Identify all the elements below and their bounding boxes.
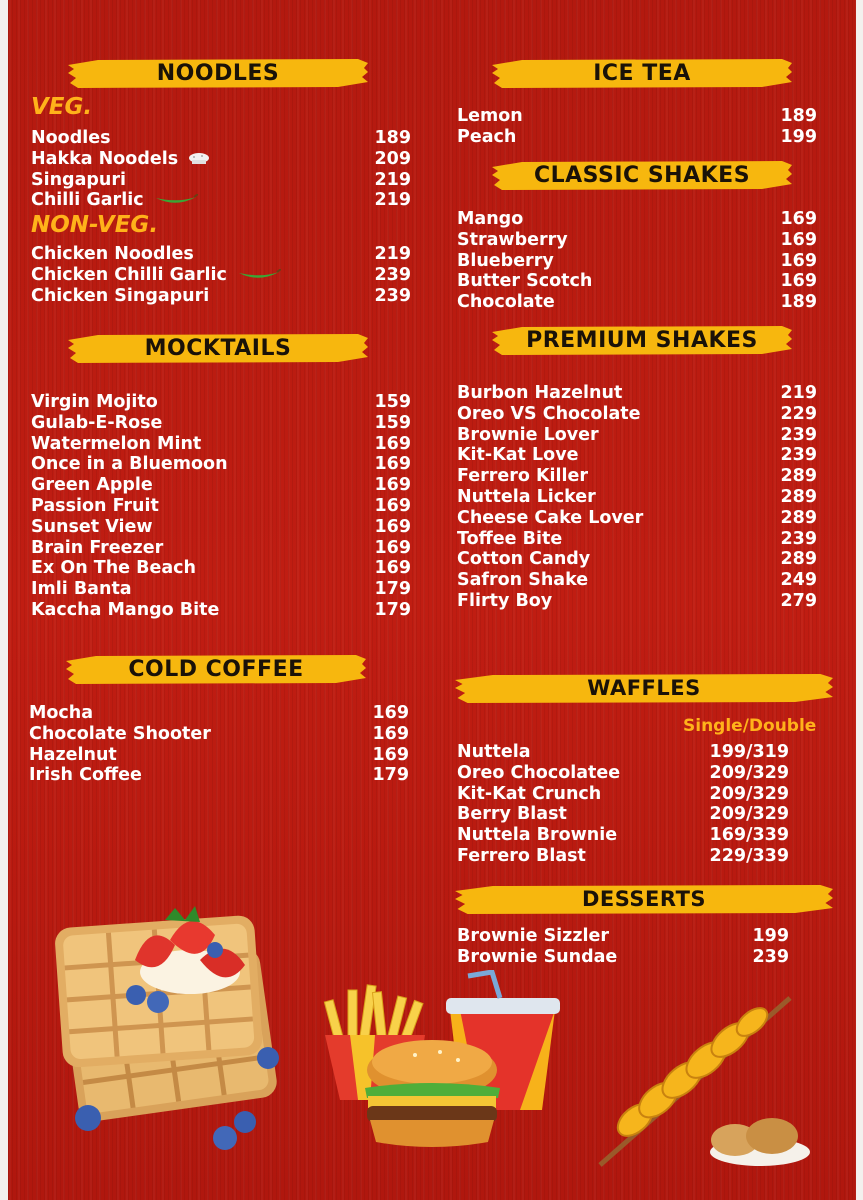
spiral-potato-illustration — [590, 990, 810, 1180]
list-item: Kaccha Mango Bite 179 — [31, 599, 411, 620]
classic-shakes-title: CLASSIC SHAKES — [533, 162, 751, 188]
list-item: Oreo Chocolatee 209/329 — [457, 762, 789, 783]
waffles-title: WAFFLES — [587, 676, 701, 700]
list-item: Brownie Sundae 239 — [457, 946, 789, 967]
list-item: Chicken Noodles 219 — [31, 244, 411, 264]
ice-tea-list — [457, 106, 817, 148]
classic-shakes-list — [457, 209, 817, 313]
veg-label: VEG. — [31, 94, 93, 120]
list-item: Peach 199 — [457, 126, 817, 147]
chef-hat-icon — [188, 152, 210, 165]
list-item: Kit-Kat Love 239 — [457, 445, 817, 466]
ice-tea-banner — [492, 56, 792, 90]
list-item: Ex On The Beach 169 — [31, 558, 411, 579]
waffles-list — [457, 742, 789, 867]
list-item: Sunset View 169 — [31, 516, 411, 537]
list-item: Kit-Kat Crunch 209/329 — [457, 783, 789, 804]
fries-burger-soda-illustration — [320, 970, 570, 1160]
green-chili-icon — [154, 194, 198, 206]
list-item: Lemon 189 — [457, 106, 817, 126]
list-item: Singapuri 219 — [31, 169, 411, 190]
premium-shakes-list — [457, 383, 817, 612]
list-item: Chocolate Shooter 169 — [29, 723, 409, 744]
list-item: Hakka Noodels 209 — [31, 148, 411, 169]
list-item: Chilli Garlic 219 — [31, 190, 411, 211]
nonveg-label: NON-VEG. — [31, 212, 159, 238]
list-item: Toffee Bite 239 — [457, 528, 817, 549]
desserts-list — [457, 926, 789, 968]
list-item: Mocha 169 — [29, 703, 409, 723]
noodles-nonveg-list — [31, 244, 411, 306]
list-item: Ferrero Killer 289 — [457, 466, 817, 487]
list-item: Irish Coffee 179 — [29, 765, 409, 786]
list-item: Green Apple 169 — [31, 475, 411, 496]
list-item: Safron Shake 249 — [457, 570, 817, 591]
list-item: Ferrero Blast 229/339 — [457, 845, 789, 866]
noodles-veg-list — [31, 128, 411, 211]
list-item: Once in a Bluemoon 169 — [31, 454, 411, 475]
cold-coffee-list — [29, 703, 409, 786]
list-item: Nuttela Licker 289 — [457, 486, 817, 507]
list-item: Cotton Candy 289 — [457, 549, 817, 570]
list-item: Watermelon Mint 169 — [31, 433, 411, 454]
page-border-right — [856, 0, 863, 1200]
list-item: Brownie Lover 239 — [457, 424, 817, 445]
list-item: Chocolate 189 — [457, 292, 817, 313]
cold-coffee-banner — [66, 652, 366, 686]
waffle-with-strawberries-illustration — [40, 900, 300, 1160]
list-item: Chicken Singapuri 239 — [31, 285, 411, 306]
list-item: Chicken Chilli Garlic 239 — [31, 264, 411, 285]
noodles-banner — [68, 56, 368, 90]
list-item: Oreo VS Chocolate 229 — [457, 403, 817, 424]
list-item: Burbon Hazelnut 219 — [457, 383, 817, 403]
list-item: Imli Banta 179 — [31, 579, 411, 600]
premium-shakes-title: PREMIUM SHAKES — [526, 327, 758, 353]
list-item: Virgin Mojito 159 — [31, 392, 411, 412]
list-item: Brain Freezer 169 — [31, 537, 411, 558]
mocktails-list — [31, 392, 411, 621]
list-item: Nuttela Brownie 169/339 — [457, 825, 789, 846]
list-item: Strawberry 169 — [457, 229, 817, 250]
list-item: Gulab-E-Rose 159 — [31, 412, 411, 433]
premium-shakes-banner — [492, 323, 792, 357]
classic-shakes-banner — [492, 158, 792, 192]
noodles-title: NOODLES — [156, 60, 280, 86]
list-item: Brownie Sizzler 199 — [457, 926, 789, 946]
desserts-banner — [455, 882, 833, 916]
list-item: Mango 169 — [457, 209, 817, 229]
mocktails-banner — [68, 331, 368, 365]
list-item: Hazelnut 169 — [29, 744, 409, 765]
list-item: Passion Fruit 169 — [31, 495, 411, 516]
list-item: Butter Scotch 169 — [457, 271, 817, 292]
list-item: Nuttela 199/319 — [457, 742, 789, 762]
page-border-left — [0, 0, 8, 1200]
mocktails-title: MOCKTAILS — [144, 335, 292, 361]
list-item: Flirty Boy 279 — [457, 590, 817, 611]
list-item: Cheese Cake Lover 289 — [457, 507, 817, 528]
waffles-banner — [455, 671, 833, 705]
desserts-title: DESSERTS — [581, 887, 707, 911]
list-item: Noodles 189 — [31, 128, 411, 148]
cold-coffee-title: COLD COFFEE — [128, 656, 304, 682]
list-item: Berry Blast 209/329 — [457, 804, 789, 825]
green-chili-icon — [237, 269, 281, 281]
ice-tea-title: ICE TEA — [593, 60, 691, 86]
waffles-size-label: Single/Double — [683, 716, 817, 736]
list-item: Blueberry 169 — [457, 250, 817, 271]
